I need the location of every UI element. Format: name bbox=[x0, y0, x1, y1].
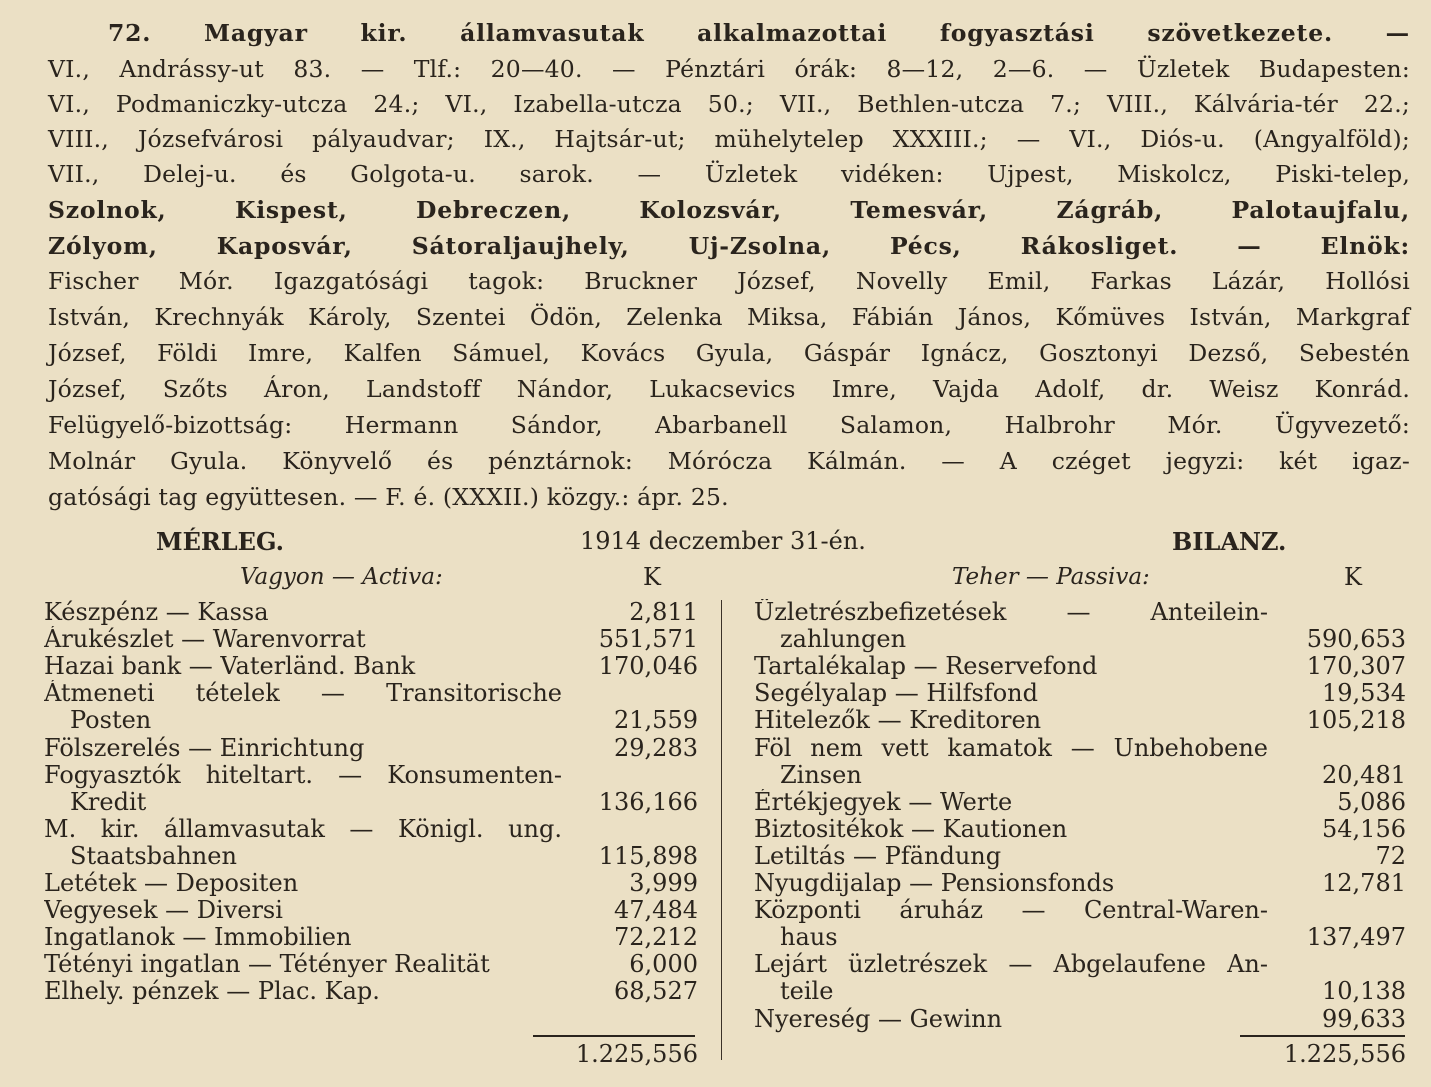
asset-label: M. kir. államvasutak — Königl. ung. bbox=[44, 815, 562, 843]
asset-label: Fogyasztók hiteltart. — Konsumenten- bbox=[44, 761, 562, 789]
liability-label: Segélyalap — Hilfsfond bbox=[754, 680, 1038, 708]
liability-amount: 19,534 bbox=[1322, 679, 1406, 708]
balance-title-right: BILANZ. bbox=[1172, 527, 1287, 556]
liability-row bbox=[754, 924, 1406, 951]
liability-amount: 170,307 bbox=[1306, 652, 1406, 681]
asset-label: Vegyesek — Diversi bbox=[44, 897, 283, 925]
liability-row bbox=[754, 816, 1406, 843]
balance-date: 1914 deczember 31-én. bbox=[580, 527, 866, 555]
entry-line: Felügyelő-bizottság: Hermann Sándor, Abarbanell Salamon, Halbrohr Mór. Ügyvezető: bbox=[48, 411, 1410, 439]
liability-label: Zinsen bbox=[780, 761, 862, 789]
entry-line: VII., Delej-u. és Golgota-u. sarok. — Üzletek vidéken: Ujpest, Miskolcz, Piski-telep, bbox=[48, 160, 1410, 188]
entry-title: 72. Magyar kir. államvasutak alkalmazottai fogyasztási szövetkezete. — bbox=[108, 19, 1410, 47]
asset-row bbox=[44, 653, 698, 680]
asset-amount: 136,166 bbox=[598, 787, 698, 816]
assets-total: 1.225,556 bbox=[575, 1040, 698, 1068]
liability-row bbox=[754, 897, 1406, 924]
assets-currency: K bbox=[643, 563, 661, 591]
asset-label: Készpénz — Kassa bbox=[44, 599, 269, 626]
liability-row bbox=[754, 680, 1406, 707]
liability-label: Értékjegyek — Werte bbox=[754, 788, 1013, 816]
asset-amount: 551,571 bbox=[598, 625, 698, 654]
liability-label: Központi áruház — Central-Waren- bbox=[754, 897, 1268, 925]
liabilities-heading: Teher — Passiva: bbox=[952, 564, 1150, 590]
liability-row bbox=[754, 653, 1406, 680]
liability-amount: 20,481 bbox=[1322, 760, 1406, 789]
asset-amount: 47,484 bbox=[614, 896, 698, 925]
entry-line: Molnár Gyula. Könyvelő és pénztárnok: Mórócza Kálmán. — A czéget jegyzi: két igaz- bbox=[48, 447, 1410, 475]
liability-row bbox=[754, 978, 1406, 1005]
asset-amount: 21,559 bbox=[614, 706, 698, 735]
entry-line: Szolnok, Kispest, Debreczen, Kolozsvár, Temesvár, Zágráb, Palotaujfalu, bbox=[48, 196, 1410, 224]
liability-label: Hitelezők — Kreditoren bbox=[754, 707, 1042, 735]
liability-amount: 10,138 bbox=[1322, 977, 1406, 1006]
asset-row bbox=[44, 599, 698, 626]
entry-line: gatósági tag együttesen. — F. é. (XXXII.) közgy.: ápr. 25. bbox=[48, 483, 729, 511]
asset-row bbox=[44, 978, 698, 1005]
liability-amount: 72 bbox=[1375, 841, 1406, 870]
liability-label: Nyereség — Gewinn bbox=[754, 1005, 1003, 1033]
liability-row bbox=[754, 735, 1406, 762]
assets-total-rule bbox=[533, 1035, 695, 1037]
liability-label: Letiltás — Pfändung bbox=[754, 842, 1002, 870]
asset-label: Staatsbahnen bbox=[70, 842, 237, 870]
liability-label: Tartalékalap — Reservefond bbox=[754, 653, 1098, 681]
asset-label: Letétek — Depositen bbox=[44, 870, 299, 897]
liability-label: zahlungen bbox=[780, 626, 907, 654]
liability-row bbox=[754, 626, 1406, 653]
liability-amount: 590,653 bbox=[1306, 625, 1406, 654]
liability-label: Nyugdijalap — Pensionsfonds bbox=[754, 870, 1115, 897]
asset-row bbox=[44, 762, 698, 789]
asset-row bbox=[44, 626, 698, 653]
liability-row bbox=[754, 951, 1406, 978]
asset-row bbox=[44, 870, 698, 897]
liability-row bbox=[754, 762, 1406, 789]
liability-amount: 54,156 bbox=[1322, 814, 1406, 843]
liabilities-currency: K bbox=[1344, 563, 1362, 591]
asset-amount: 6,000 bbox=[629, 950, 698, 979]
asset-label: Ingatlanok — Immobilien bbox=[44, 924, 352, 952]
asset-label: Tétényi ingatlan — Tétényer Realität bbox=[44, 951, 490, 979]
liability-row bbox=[754, 843, 1406, 870]
liabilities-total: 1.225,556 bbox=[1283, 1040, 1406, 1068]
asset-label: Fölszerelés — Einrichtung bbox=[44, 734, 365, 762]
entry-line: VI., Podmaniczky-utcza 24.; VI., Izabella-utcza 50.; VII., Bethlen-utcza 7.; VIII., Kálvária-tér 22.; bbox=[48, 90, 1410, 118]
liability-label: haus bbox=[780, 924, 838, 952]
entry-line: Zólyom, Kaposvár, Sátoraljaujhely, Uj-Zsolna, Pécs, Rákosliget. — Elnök: bbox=[48, 232, 1410, 260]
asset-row bbox=[44, 816, 698, 843]
entry-line: Fischer Mór. Igazgatósági tagok: Bruckner József, Novelly Emil, Farkas Lázár, Hollósi bbox=[48, 267, 1410, 295]
liability-label: Lejárt üzletrészek — Abgelaufene An- bbox=[754, 951, 1268, 979]
asset-amount: 2,811 bbox=[629, 598, 698, 626]
liabilities-total-rule bbox=[1240, 1035, 1405, 1037]
liability-label: teile bbox=[780, 978, 834, 1006]
asset-amount: 29,283 bbox=[614, 733, 698, 762]
liability-amount: 137,497 bbox=[1306, 923, 1406, 952]
asset-row bbox=[44, 951, 698, 978]
balance-title-left: MÉRLEG. bbox=[156, 527, 284, 556]
liability-label: Föl nem vett kamatok — Unbehobene bbox=[754, 734, 1268, 762]
asset-label: Átmeneti tételek — Transitorische bbox=[44, 680, 562, 708]
asset-row bbox=[44, 680, 698, 707]
entry-line: VIII., Józsefvárosi pályaudvar; IX., Hajtsár-ut; mühelytelep XXXIII.; — VI., Diós-u. (Angyalföld); bbox=[48, 125, 1410, 153]
liability-row bbox=[754, 870, 1406, 897]
liability-amount: 5,086 bbox=[1337, 787, 1406, 816]
entry-line: József, Földi Imre, Kalfen Sámuel, Kovács Gyula, Gáspár Ignácz, Gosztonyi Dezső, Sebestén bbox=[48, 339, 1410, 367]
asset-amount: 170,046 bbox=[598, 652, 698, 681]
asset-row bbox=[44, 735, 698, 762]
asset-amount: 72,212 bbox=[614, 923, 698, 952]
liability-row bbox=[754, 789, 1406, 816]
asset-label: Kredit bbox=[70, 788, 147, 816]
liability-row bbox=[754, 707, 1406, 734]
asset-amount: 3,999 bbox=[629, 869, 698, 897]
entry-line: VI., Andrássy-ut 83. — Tlf.: 20—40. — Pénztári órák: 8—12, 2—6. — Üzletek Budapesten: bbox=[48, 55, 1410, 83]
asset-label: Árukészlet — Warenvorrat bbox=[44, 626, 366, 654]
entry-line: István, Krechnyák Károly, Szentei Ödön, Zelenka Miksa, Fábián János, Kőmüves István, Markgraf bbox=[48, 303, 1410, 331]
asset-row bbox=[44, 843, 698, 870]
liability-label: Üzletrészbefizetések — Anteilein- bbox=[754, 599, 1268, 626]
asset-amount: 115,898 bbox=[598, 841, 698, 870]
asset-row bbox=[44, 897, 698, 924]
liability-row bbox=[754, 599, 1406, 626]
liability-label: Biztositékok — Kautionen bbox=[754, 815, 1068, 843]
asset-label: Hazai bank — Vaterländ. Bank bbox=[44, 653, 416, 681]
asset-row bbox=[44, 707, 698, 734]
asset-label: Posten bbox=[70, 707, 152, 735]
liability-amount: 99,633 bbox=[1322, 1004, 1406, 1033]
liability-amount: 105,218 bbox=[1306, 706, 1406, 735]
asset-row bbox=[44, 924, 698, 951]
liability-row bbox=[754, 1006, 1406, 1033]
assets-heading: Vagyon — Activa: bbox=[240, 564, 443, 590]
asset-amount: 68,527 bbox=[614, 977, 698, 1006]
column-divider bbox=[721, 600, 722, 1060]
liability-amount: 12,781 bbox=[1322, 869, 1406, 897]
asset-row bbox=[44, 789, 698, 816]
entry-line: József, Szőts Áron, Landstoff Nándor, Lukacsevics Imre, Vajda Adolf, dr. Weisz Konrád. bbox=[48, 375, 1410, 403]
asset-label: Elhely. pénzek — Plac. Kap. bbox=[44, 978, 380, 1006]
